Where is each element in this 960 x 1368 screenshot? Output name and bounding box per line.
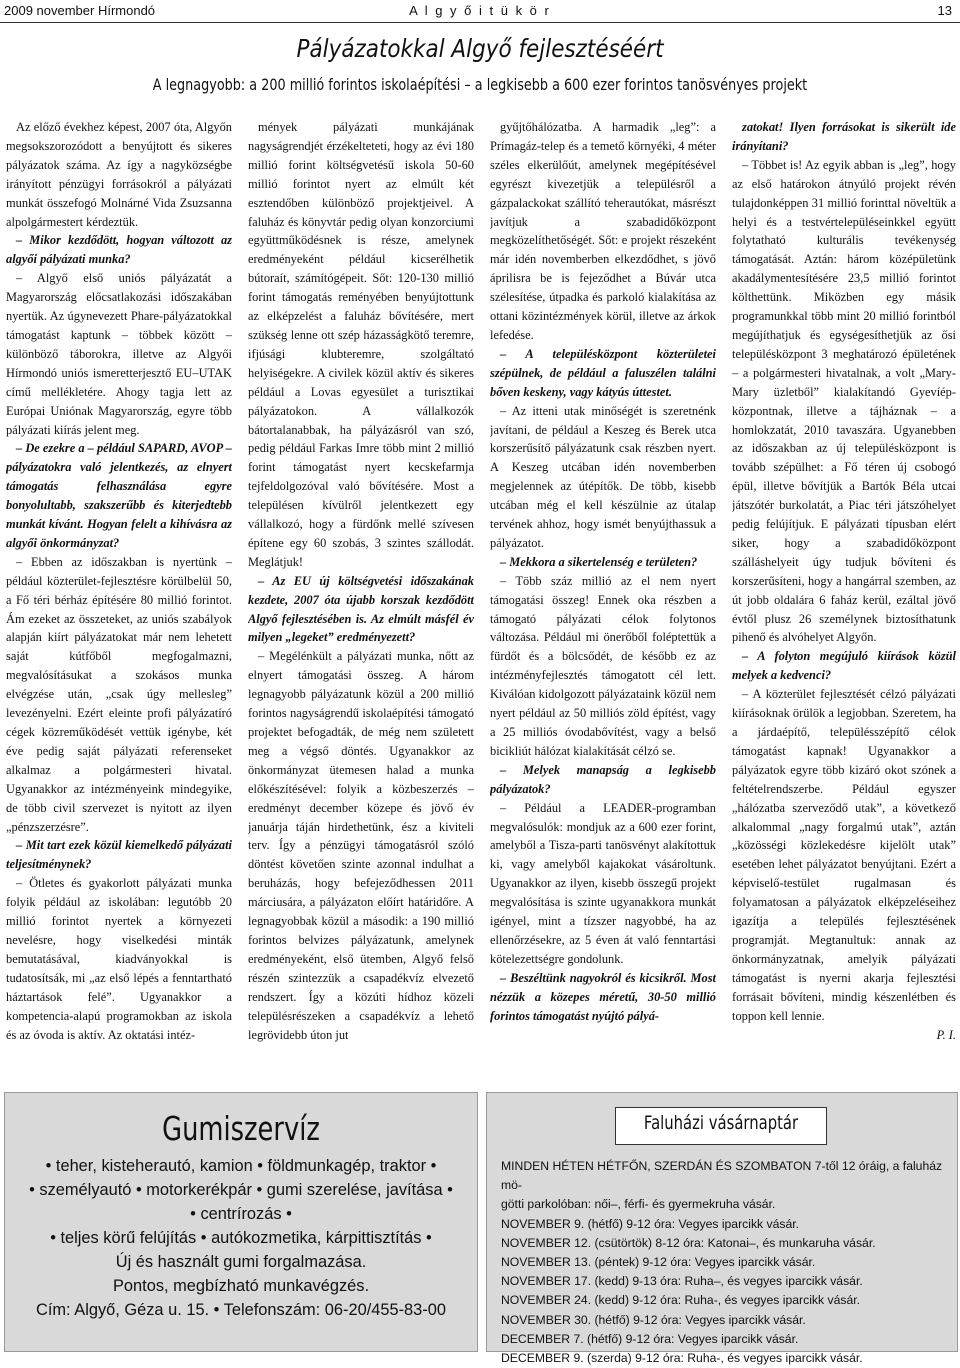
article-title: Pályázatokkal Algyő fejlesztéséért (296, 34, 664, 63)
interview-question: – A folyton megújuló kiírások közül melyek a kedvenci? (732, 649, 956, 683)
market-ad-line: NOVEMBER 24. (kedd) 9-12 óra: Ruha-, és vegyes iparcikk vásár. (501, 1293, 861, 1308)
market-ad-title: Faluházi vásárnaptár (643, 1112, 799, 1134)
article-subtitle: A legnagyobb: a 200 millió forintos iskolaépítési – a legkisebb a 600 ezer forintos tanösvényes projekt (152, 75, 808, 94)
article-paragraph: gyűjtőhálózatba. A harmadik „leg”: a Prímagáz-telep és a temető környéki, 4 méter széles elkerülőút, amelynek megépítésével egyrészt kivezetjük a településről a gázpalackokat szállító teherautókat, másrészt javítjuk a szabadidőközpont megközelíthetőségét. Sőt: e projekt részeként már idén novemberben elkezdődhet, s jövő áprilisra be is fejeződhet a Búvár utca szélesítése, útpadka és parkoló kialakítása az ottani közintézmények körül, illetve az árkok lefedése. (490, 120, 716, 342)
interview-question: – Beszéltünk nagyokról és kicsikről. Most nézzük a közepes méretű, 30-50 millió forintos támogatást nyújtó pályá- (490, 970, 716, 1023)
tire-ad-line: Cím: Algyő, Géza u. 15. • Telefonszám: 06-20/455-83-00 (36, 1301, 446, 1319)
article-column-3 (490, 118, 716, 1118)
article-paragraph: – Megélénkült a pályázati munka, nőtt az elnyert támogatási összeg. A három legnagyobb pályázatunk közül a 200 millió forintos nagyságrendű iskolaépítési támogató projektet befogadták, de még nem született meg a végső döntés. Ugyanakkor az önkormányzat ütemesen halad a munka előkészítésével: folyik a közbeszerzés – eredményt december közepe és jövő év januárja táján hirdethetünk, ész a kiviteli terv. Így a pénzügyi támogatásról szóló döntést követően szinte azonnal indulhat a beruházás, hogy befejeződhessen 2011 márciusára, a pályázaton előírt határidőre. A legnagyobbak közül a második: a 190 millió forintos belvizes pályázatunk, amelynek eredményeként, első ütemben, Algyő felső részén szintezzük a csapadékvíz elvezető rendszert. Így a közúti hídhoz közeli településrészeken a csapadékvíz a lehető legrövidebb úton jut (248, 649, 474, 1042)
article-paragraph: – Ötletes és gyakorlott pályázati munka folyik például az iskolában: legutóbb 20 millió forintot nyertek a környezeti nevelésre, hogy viselkedési minták bemutatásával, kiadványokkal is tudatosítsák, mi „az első lépés a fenntartható háztartások felé”. Ugyanakkor a kompetencia-alapú programokban az iskola és az óvoda is aktív. Az oktatási intéz- (6, 876, 232, 1042)
interview-question: – Melyek manapság a legkisebb pályázatok? (490, 762, 716, 796)
interview-question: – Mekkora a sikertelenség e területen? (500, 554, 698, 569)
article-paragraph: – Például a LEADER-programban megvalósulók: mondjuk az a 600 ezer forint, amelyből a Tisza-parti tanösvényt alakítottuk ki, vagy amelyből kajakokat vásároltunk. Ugyanakkor az ilyen, kisebb összegű projekt megvalósítása is szinte ugyanakkora munkát igényel, mint a tízszer nagyobbé, ha az ellenőrzésekre, az 5 éven át való fenntartási kötelezettségre gondolunk. (490, 800, 716, 966)
tire-ad-line: Pontos, megbízható munkavégzés. (112, 1277, 370, 1295)
market-ad-line: NOVEMBER 12. (csütörtök) 8-12 óra: Katonai–, és munkaruha vásár. (501, 1235, 876, 1250)
market-ad-line: NOVEMBER 9. (hétfő) 9-12 óra: Vegyes iparcikk vásár. (501, 1216, 800, 1231)
market-ad-title-box (615, 1107, 827, 1145)
article-paragraph: Az előző évekhez képest, 2007 óta, Algyőn megsokszorozódott a benyújtott és sikeres pályázatok száma. Az így a nagyközségbe irányított pénzügyi forrásokról a pályázati munkát összefogó Molnárné Vida Zsuzsanna alpolgármestert kérdeztük. (6, 120, 232, 229)
tire-service-ad (4, 1092, 478, 1352)
running-header (0, 0, 960, 23)
article-column-1 (6, 118, 232, 1118)
interview-question: – Az EU új költségvetési időszakának kezdete, 2007 óta újabb korszak kezdődött Algyő fejlesztésében is. Az elmúlt másfél év milyen „legeket” eredményezett? (248, 573, 474, 645)
tire-ad-lines (5, 1154, 477, 1322)
article-column-4 (732, 118, 956, 1118)
market-ad-line: götti parkolóban: női–, férfi- és gyermekruha vásár. (501, 1197, 776, 1212)
tire-ad-line: • teher, kisteherautó, kamion • földmunkagép, traktor • (45, 1157, 437, 1175)
interview-question: – De ezekre a – például SAPARD, AVOP – pályázatokra való jelentkezés, az elnyert támogatás felhasználása egyre bonyolultabb, szakszerűbb és kiterjedtebb munkát kívánt. Hogyan felelt a kihívásra az algyői önkormányzat? (6, 441, 232, 550)
interview-question: – Mit tart ezek közül kiemelkedő pályázati teljesítménynek? (6, 838, 232, 872)
article-paragraph: – Több száz millió az el nem nyert támogatási összeg! Ennek oka részben a támogató pályázati célok folytonos változása. Például mi önerőből foléptettük a fürdőt és a bölcsődét, de később ez az intézményfejlesztés támogatott cél lett. Kiválóan kidolgozott pályázataink közül nem nyert például az 50 milliós zöld építést, vagy a 25 milliós óvodabővítést, vagy a belső bicikliút hálózat kialakítását célzó se. (490, 573, 716, 758)
market-ad-line: DECEMBER 9. (szerda) 9-12 óra: Ruha-, és vegyes iparcikk vásár. (501, 1351, 863, 1366)
market-ad-line: MINDEN HÉTEN HÉTFŐN, SZERDÁN ÉS SZOMBATON 7-től 12 óráig, a faluház mö- (501, 1159, 943, 1193)
market-calendar-ad (486, 1092, 958, 1366)
market-ad-line: NOVEMBER 13. (péntek) 9-12 óra: Vegyes iparcikk vásár. (501, 1255, 816, 1270)
market-ad-line: NOVEMBER 30. (hétfő) 9-12 óra: Vegyes iparcikk vásár. (501, 1312, 806, 1327)
article-paragraph: – Algyő első uniós pályázatát a Magyarország előcsatlakozási időszakában nyertük. Az úgynevezett Phare-pályázatokkal támogatást kaptunk – többek között – különböző táborokra, illetve az Algyői Hírmondó uniós ismeretterjesztő EU–UTAK című mellékletére. Ahogy tagja lett az Európai Uniónak Magyarország, egyre több pályázati kiírás jelent meg. (6, 271, 232, 437)
interview-question: – A településközpont közterületei szépülnek, de például a faluszélen találni bőven keskeny, vagy kátyús úttestet. (490, 346, 716, 399)
author-signature: P. I. (936, 1027, 956, 1042)
tire-ad-title: Gumiszervíz (162, 1109, 320, 1148)
market-ad-line: DECEMBER 7. (hétfő) 9-12 óra: Vegyes iparcikk vásár. (501, 1331, 799, 1346)
article-column-2 (248, 118, 474, 1118)
tire-ad-line: • centrírozás • (190, 1205, 292, 1223)
article-paragraph: mények pályázati munkájának nagyságrendjét érzékelteteti, hogy az évi 180 millió forint költségvetésű iskola 50-60 millió forintot nyert az elmúlt két esztendőben különböző projektjeivel. A faluház és könyvtár pedig olyan konzorciumi együttműködésnek is része, amelynek eredményeként például kicserélhetik bútoraít, számítógépeit. Sőt: 120-130 millió forint támogatás reményében benyújtottunk az elképzelést a faluház bővítésére, mert szükség lenne ott szép házasságkötő teremre, ifjúsági klubteremre, szolgáltató helyiségekre. A civilek közül aktív és sikeres például a Lovas egyesület a turisztikai pályázatokon. A vállalkozók bátortalanabbak, ha pályázásról van szó, pedig például Farkas Imre több mint 2 millió forint támogatást nyert kecskefarmja tejfeldolgozóval való bővítésére. Most a településen kívülről jelentkezett egy vállalkozó, hogy a fürdőnk mellé szívesen építene egy 60 szobás, 3 szintes szállodát. Meglátjuk! (248, 120, 474, 569)
article-paragraph: – A közterület fejlesztését célzó pályázati kiírásoknak örülök a legjobban. Szeretem, ha a járdaépítő, településszépítő célok támogatást kapnak! Ugyanakkor a pályázatok egyre több kizáró okot szónek a feltételrendszerbe. Például egyszer „hálózatba szerveződő utak”, a következő alkalommal „nagy forgalmú utak”, aztán „közösségi közlekedésre kijelölt utak” esetében lehet pályázatot benyújtani. Ezért a képviselő-testület rugalmasan és folyamatosan a pályázatok elképzeléseihez igazítja a település fejlesztésének programját. Megtanultuk: annak az önkormányzatnak, amelyik pályázati támogatást is nyerni akarja fejlesztési forrásait bővíteni, mindig készenlétben és toppon kell lennie. (732, 687, 956, 1023)
section-label: A l g y ő i t ü k ö r (409, 3, 551, 18)
tire-ad-line: • személyautó • motorkerékpár • gumi szerelése, javítása • (29, 1181, 453, 1199)
article-paragraph: – Az itteni utak minőségét is szeretnénk javítani, de például a Keszeg és Berek utca korszerűsítő pályázatunk csak részben nyert. A Keszeg utcában idén novemberben megjelennek az útépítők. De több, kisebb utcában még el kell készülnie az útalap tervének ahhoz, hogy ismét benyújthassuk a pályázatot. (490, 403, 716, 550)
article-paragraph: – Ebben az időszakban is nyertünk – például közterület-fejlesztésre körülbelül 50, a Fő téri bérház építésére 80 millió forintot. Ám ezeket az összeteket, az uniós szabályok alapján kiírt pályázatokat már nem lehetett saját kútfőből megfogalmazni, megvalósításukat a szokásos munka elvégzése után, „csak úgy mellesleg” levezényelni. Ezért eleinte profi pályázatíró cégek közreműködését vettük igénybe, két éve pedig saját pályázati referenseket alkalmaz a polgármesteri hivatal. Ugyanakkor az intézményeink mindegyike, de több civil szervezet is nyitott az ilyen „pénzszerzésre”. (6, 554, 232, 834)
interview-question: zatokat! Ilyen forrásokat is sikerült ide irányítani? (732, 120, 956, 153)
tire-ad-line: • teljes körű felújítás • autókozmetika, kárpittisztítás • (50, 1229, 432, 1247)
page-number: 13 (937, 3, 952, 18)
article-paragraph: – Többet is! Az egyik abban is „leg”, hogy az első határokon átnyúló projekt révén tulajdonképpen 31 millió forinttal növeltük a helyi és a testvértelepüléseinkkel együtt folytatható kulturális tevékenység támogatását. Aztán: három középületünk akadálymentesítésére 23,5 millió forintot költhettünk. Miközben egy másik programunkkal több mint 20 millió forintból megújíthatjuk és egységesíthetjük az ősi településközpont 3 meghatározó épületének – a polgármesteri hivatalnak, a volt „Mary-Mary üzletből” kialakítandó Gyevíép-központnak, illetve a tájháznak – a homlokzatát, 2010 tavaszára. Ugyanebben az időszakban az új településközpont is tovább szépülhet: a Fő téren új csobogó épül, illetve bővítjük a Bartók Béla utcai játszótér burkolatát, a Piac téri játszóhelyet pedig felújítjuk. E pályázati típusban elért siker, hogy a szabadidőközpont szálláshelyeit úgy tudjuk bővíteni és korszerűsíteni, hogy a hangárral szemben, az út jobb oldalára 6 faház kerül, ezáltal jövő évtől plusz 26 személynek biztosíthatunk pihenő és alvóhelyet Algyőn. (732, 157, 956, 645)
market-ad-line: NOVEMBER 17. (kedd) 9-13 óra: Ruha–, és vegyes iparcikk vásár. (501, 1274, 863, 1289)
tire-ad-line: Új és használt gumi forgalmazása. (115, 1253, 367, 1271)
issue-label: 2009 november Hírmondó (4, 3, 156, 18)
market-ad-lines (501, 1157, 947, 1368)
interview-question: – Mikor kezdődött, hogyan változott az algyői pályázati munka? (6, 233, 232, 267)
